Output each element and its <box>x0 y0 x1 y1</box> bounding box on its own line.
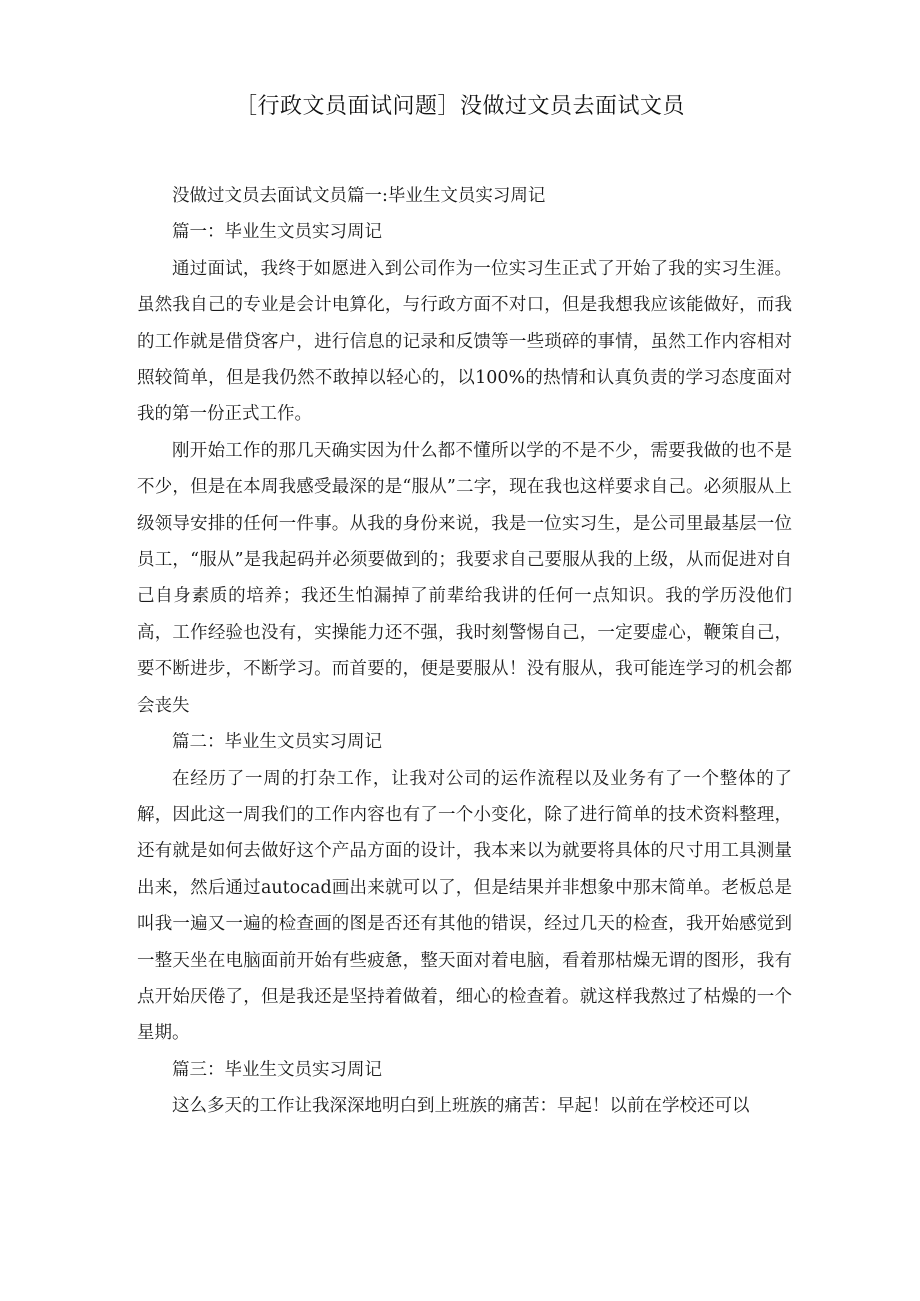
paragraph: 在经历了一周的打杂工作，让我对公司的运作流程以及业务有了一个整体的了解，因此这一周我们的工作内容也有了一个小变化，除了进行简单的技术资料整理，还有就是如何去做好这个产品方面的设计，我本来以为就要将具体的尺寸用工具测量出来，然后通过autocad画出来就可以了，但是结果并非想象中那末简单。老板总是叫我一遍又一遍的检查画的图是否还有其他的错误，经过几天的检查，我开始感觉到一整天坐在电脑面前开始有些疲惫，整天面对着电脑，看着那枯燥无谓的图形，我有点开始厌倦了，但是我还是坚持着做着，细心的检查着。就这样我熬过了枯燥的一个星期。 <box>137 768 792 1044</box>
document-body <box>137 178 792 1125</box>
section-heading-1: 篇一：毕业生文员实习周记 <box>172 222 382 243</box>
paragraph: 通过面试，我终于如愿进入到公司作为一位实习生正式了开始了我的实习生涯。虽然我自己的专业是会计电算化，与行政方面不对口，但是我想我应该能做好，而我的工作就是借贷客户，进行信息的记录和反馈等一些琐碎的事情，虽然工作内容相对照较简单，但是我仍然不敢掉以轻心的，以100%的热情和认真负责的学习态度面对我的第一份正式工作。 <box>137 258 792 425</box>
section-heading-2: 篇二：毕业生文员实习周记 <box>172 732 382 753</box>
document-title: ［行政文员面试问题］没做过文员去面试文员 <box>234 94 685 119</box>
paragraph: 刚开始工作的那几天确实因为什么都不懂所以学的不是不少，需要我做的也不是不少，但是在本周我感受最深的是“服从”二字，现在我也这样要求自己。必须服从上级领导安排的任何一件事。从我的身份来说，我是一位实习生，是公司里最基层一位员工，“服从”是我起码并必须要做到的；我要求自己要服从我的上级，从而促进对自己自身素质的培养；我还生怕漏掉了前辈给我讲的任何一点知识。我的学历没他们高，工作经验也没有，实操能力还不强，我时刻警惕自己，一定要虚心，鞭策自己，要不断进步，不断学习。而首要的，便是要服从！没有服从，我可能连学习的机会都会丧失 <box>137 440 792 716</box>
paragraph: 这么多天的工作让我深深地明白到上班族的痛苦：早起！以前在学校还可以 <box>172 1096 750 1117</box>
paragraph-subtitle: 没做过文员去面试文员篇一:毕业生文员实习周记 <box>172 186 546 206</box>
section-heading-3: 篇三：毕业生文员实习周记 <box>172 1059 382 1080</box>
